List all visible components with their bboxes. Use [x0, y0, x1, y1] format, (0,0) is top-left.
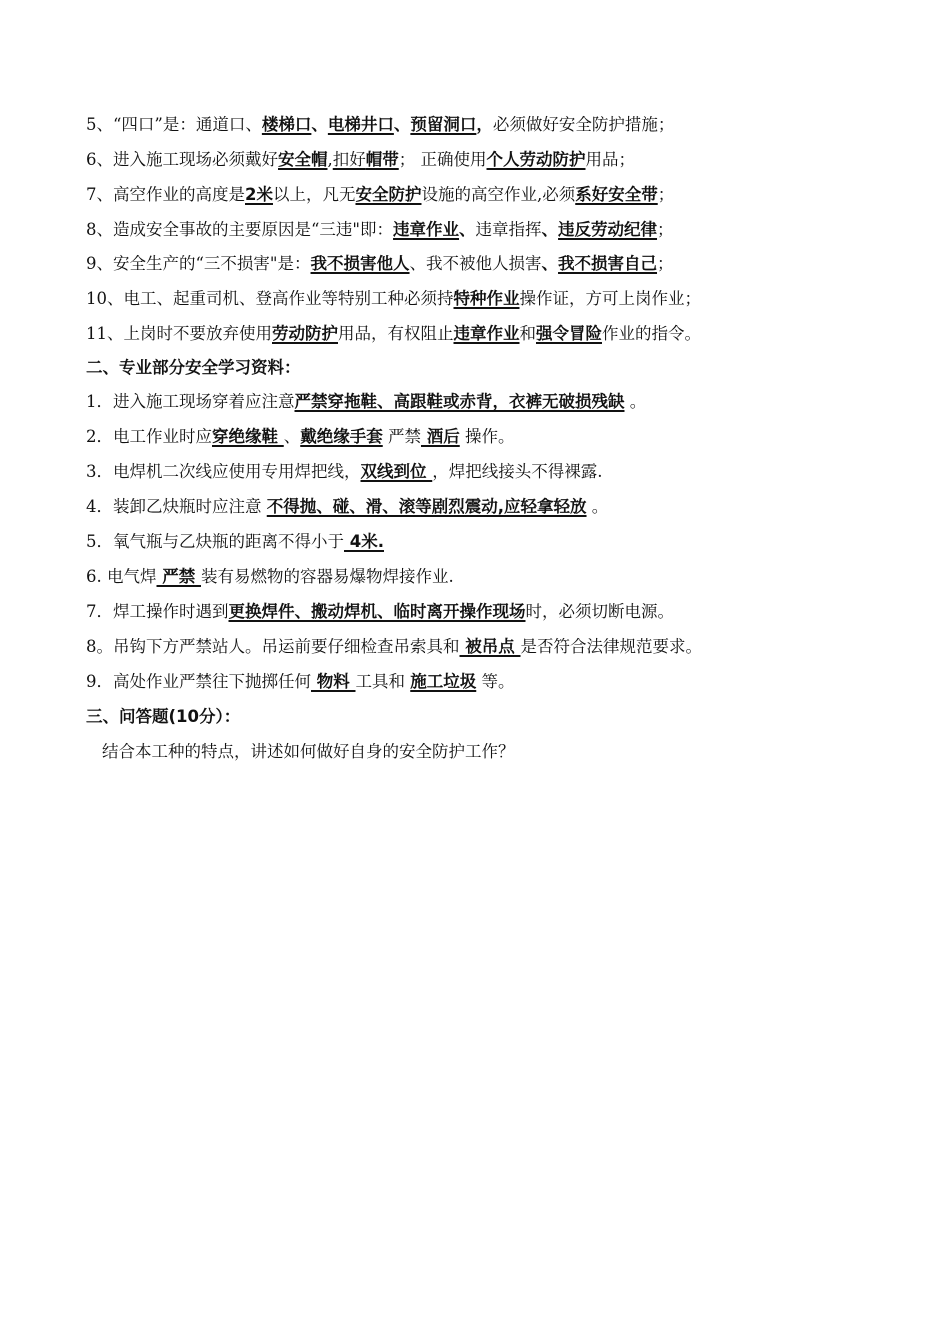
- text-segment: 1．进入施工现场穿着应注意: [86, 392, 295, 411]
- answer-blank: 穿绝缘鞋: [212, 427, 284, 446]
- text-segment: 操作。: [459, 427, 515, 446]
- text-segment: 是否符合法律规范要求。: [520, 637, 702, 656]
- answer-blank: 被吊点: [459, 637, 521, 656]
- text-segment: ；: [657, 254, 674, 273]
- list-item: [86, 391, 910, 413]
- answer-blank: 4米.: [344, 532, 384, 551]
- text-segment: 5、“四口”是：通道口、: [86, 115, 262, 134]
- answer-blank: 扣好: [332, 150, 366, 169]
- answer-blank: 个人劳动防护: [486, 150, 586, 169]
- answer-blank: 安全防护: [355, 185, 422, 204]
- answer-blank: 预留洞口: [410, 115, 477, 134]
- answer-blank: 帽带: [365, 150, 399, 169]
- text-segment: 7．焊工操作时遇到: [86, 602, 229, 621]
- text-segment: 9．高处作业严禁往下抛掷任何: [86, 672, 311, 691]
- answer-blank: 楼梯口: [261, 115, 312, 134]
- answer-blank: 物料: [311, 672, 356, 691]
- text-segment: ；: [657, 220, 674, 239]
- answer-blank: 劳动防护: [272, 324, 338, 343]
- text-segment: 严禁: [382, 427, 421, 446]
- text-segment: 10、电工、起重司机、登高作业等特别工种必须持: [86, 289, 454, 308]
- text-segment: 3．电焊机二次线应使用专用焊把线，: [86, 462, 361, 481]
- text-segment: ，焊把线接头不得裸露.: [432, 462, 603, 481]
- text-segment: 11、上岗时不要放弃使用: [86, 324, 272, 343]
- list-item: [86, 461, 910, 483]
- list-item: [86, 636, 910, 658]
- text-segment: 6、进入施工现场必须戴好: [86, 150, 278, 169]
- answer-blank: 违章作业: [453, 324, 520, 343]
- text-segment: 。: [586, 497, 609, 516]
- text-segment: 8。吊钩下方严禁站人。吊运前要仔细检查吊索具和: [86, 637, 460, 656]
- answer-blank: 酒后: [421, 427, 460, 446]
- text-segment: 必须做好安全防护措施；: [492, 115, 675, 134]
- section-heading: [86, 706, 910, 728]
- list-item: [86, 323, 910, 345]
- answer-blank: 特种作业: [453, 289, 520, 308]
- text-segment: 操作证，方可上岗作业；: [519, 289, 701, 308]
- list-item: [86, 288, 910, 310]
- text-segment: 、: [459, 220, 476, 239]
- answer-blank: 违反劳动纪律: [558, 220, 658, 239]
- list-item: [86, 601, 910, 623]
- text-segment: ； 正确使用: [398, 150, 487, 169]
- text-segment: 4．装卸乙炔瓶时应注意: [86, 497, 267, 516]
- text-segment: 5．氧气瓶与乙炔瓶的距离不得小于: [86, 532, 344, 551]
- answer-blank: 安全帽: [278, 150, 328, 169]
- list-item: [86, 671, 910, 693]
- text-segment: 7、高空作业的高度是: [86, 185, 245, 204]
- text-segment: 违章指挥: [475, 220, 542, 239]
- list-item: [86, 114, 910, 136]
- text-segment: 时，必须切断电源。: [525, 602, 674, 621]
- text-segment: 。: [624, 392, 647, 411]
- answer-blank: 系好安全带: [575, 185, 658, 204]
- text-segment: ，: [476, 115, 493, 134]
- answer-blank: 电梯井口: [327, 115, 394, 134]
- text-segment: 以上，凡无: [272, 185, 356, 204]
- list-item: [86, 496, 910, 518]
- text-segment: 二、专业部分安全学习资料：: [86, 358, 301, 377]
- text-segment: 8、造成安全事故的主要原因是“三违"即：: [86, 220, 394, 239]
- text-segment: 9、安全生产的“三不损害"是：: [86, 254, 311, 273]
- section-heading: [86, 357, 910, 379]
- answer-blank: 我不损害自己: [558, 254, 658, 273]
- answer-blank: 2米: [245, 185, 273, 204]
- text-segment: 用品；: [585, 150, 635, 169]
- text-segment: ；: [657, 185, 675, 204]
- list-item: [86, 566, 910, 588]
- text-segment: 等。: [476, 672, 515, 691]
- text-segment: 、: [393, 115, 411, 134]
- text-segment: 6. 电气焊: [86, 567, 157, 586]
- text-segment: ,: [327, 150, 333, 169]
- text-segment: 、我不被他人损害: [409, 254, 542, 273]
- answer-blank: 强令冒险: [536, 324, 602, 343]
- text-segment: 和: [519, 324, 536, 343]
- answer-blank: 不得抛、碰、滑、滚等剧烈震动,应轻拿轻放: [266, 497, 587, 516]
- answer-blank: 施工垃圾: [410, 672, 477, 691]
- text-segment: 、: [283, 427, 301, 446]
- list-item: [86, 531, 910, 553]
- text-segment: 、: [311, 115, 328, 134]
- list-item: [86, 149, 910, 171]
- text-segment: 用品，有权阻止: [338, 324, 454, 343]
- question-text: [102, 741, 910, 763]
- list-item: [86, 253, 910, 275]
- list-item: [86, 184, 910, 206]
- answer-blank: 严禁: [156, 567, 201, 586]
- answer-blank: 我不损害他人: [310, 254, 410, 273]
- text-segment: 、: [541, 254, 559, 273]
- list-item: [86, 219, 910, 241]
- text-segment: 设施的高空作业,必须: [421, 185, 576, 204]
- text-segment: 结合本工种的特点，讲述如何做好自身的安全防护工作？: [102, 742, 515, 761]
- answer-blank: 双线到位: [360, 462, 433, 481]
- answer-blank: 戴绝缘手套: [300, 427, 383, 446]
- answer-blank: 更换焊件、搬动焊机、临时离开操作现场: [228, 602, 526, 621]
- text-segment: 装有易燃物的容器易爆物焊接作业.: [201, 567, 454, 586]
- list-item: [86, 426, 910, 448]
- answer-blank: 违章作业: [393, 220, 460, 239]
- answer-blank: 严禁穿拖鞋、高跟鞋或赤背，衣裤无破损残缺: [294, 392, 625, 411]
- text-segment: 、: [541, 220, 559, 239]
- text-segment: 2．电工作业时应: [86, 427, 212, 446]
- text-segment: 工具和: [355, 672, 411, 691]
- text-segment: 三、问答题(10分）：: [86, 707, 241, 726]
- text-segment: 作业的指令。: [602, 324, 701, 343]
